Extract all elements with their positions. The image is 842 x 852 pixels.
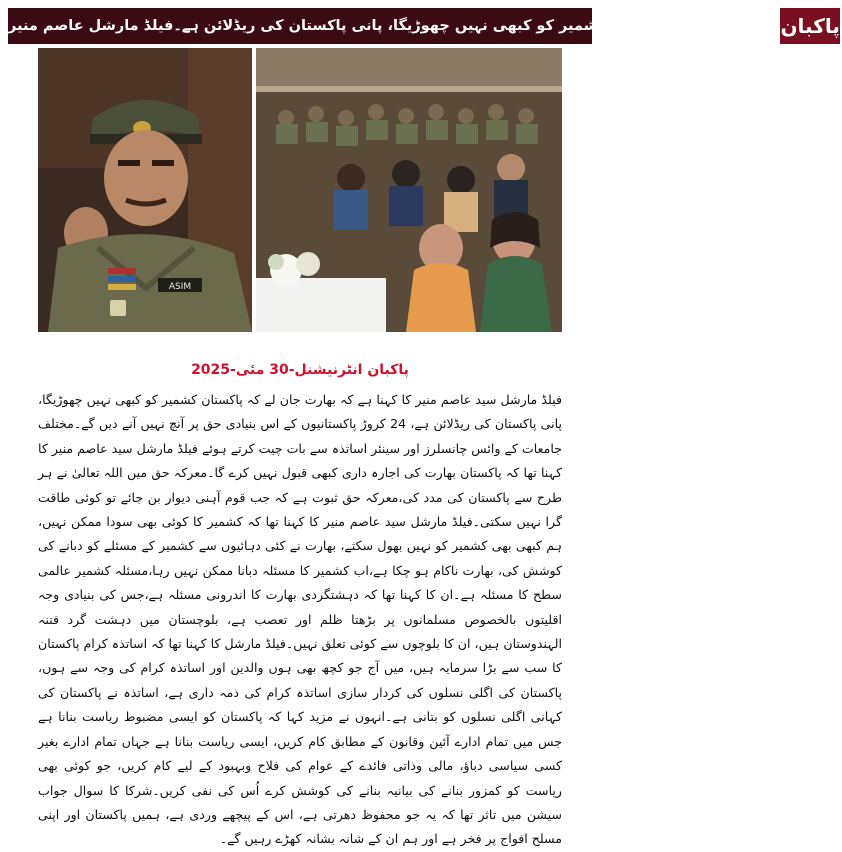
name-badge-text: ASIM [168, 282, 192, 292]
article-body: فیلڈ مارشل سید عاصم منیر کا کہنا ہے کہ بھارت جان لے کہ پاکستان کشمیر کو کبھی نہیں چھوڑیگا، پانی پاکستان کی ریڈلائن ہے، 24 کروڑ پاکستانیوں کے اس بنیادی حق پر آنچ نہیں آنے دیں گے۔مختلف جامعات کے وائس چانسلرز اور سینئر اساتذہ سے بات چیت کرتے ہوئے فیلڈ مارشل سید عاصم منیر کا کہنا تھا کہ پاکستان بھارت کی اجارہ داری کبھی قبول نہیں کرے گا۔معرکہ حق میں اللہ تعالیٰ نے ہر طرح سے پاکستان کی مدد کی،معرکہ حق ثبوت ہے کہ جب قوم آہنی دیوار بن جائے تو کوئی طاقت گرا نہیں سکتی۔فیلڈ مارشل سید عاصم منیر کا کہنا تھا کہ کشمیر کا کوئی بھی سودا ممکن نہیں، ہم کبھی بھی کشمیر کو نہیں بھول سکتے، بھارت نے کئی دہائیوں سے کشمیر کے مسئلے کو دبانے کی کوشش کی، بھارت ناکام ہو چکا ہے،اب کشمیر کا مسئلہ دبانا ممکن نہیں رہا،مسئلہ کشمیر عالمی سطح کا مسئلہ ہے۔ان کا کہنا تھا کہ دہشتگردی بھارت کا اندرونی مسئلہ ہے،جس کی بنیادی وجہ اقلیتوں بالخصوص مسلمانوں پر بڑھتا ظلم اور تعصب ہے، بلوچستان میں دہشت گرد فتنہ الہندوستان ہیں، ان کا بلوچوں سے کوئی تعلق نہیں۔فیلڈ مارشل کا کہنا تھا کہ اساتذہ کرام پاکستان کا سب سے بڑا سرمایہ ہیں، میں آج جو کچھ بھی ہوں والدین اور اساتذہ کرام کی وجہ سے ہوں، پاکستان کی اگلی نسلوں کی کردار سازی اساتذہ کرام کی ذمہ داری ہے، اساتذہ نے پاکستان کی کہانی اگلی نسلوں کو بتانی ہے۔انہوں نے مزید کہا کہ پاکستان کو ایسی مضبوط ریاست بنانا ہے جس میں تمام ادارے آئین وقانون کے مطابق کام کریں، ایسی ریاست بنانا ہے جہاں تمام ادارے بغیر کسی سیاسی دباؤ، مالی وذاتی فائدے کے عوام کی فلاح وبہبود کے لیے کام کریں، جو کوئی بھی ریاست کو کمزور بنانے کی بیانیہ بنانے کی کوشش کرے اُس کی نفی کریں۔شرکا کا سوال جواب سیشن میں تاثر تھا کہ یہ جو محفوظ دھرتی ہے، اس کے پیچھے وردی ہے، ہمیں پاکستان اور اپنی مسلح افواج پر فخر ہے اور ہم ان کے شانہ بشانہ کھڑے رہیں گے۔ [38, 392, 562, 847]
site-logo[interactable]: پاکبان [780, 8, 841, 44]
photo-collage [38, 48, 562, 332]
audience-image [256, 48, 562, 332]
speaker-photo [38, 48, 252, 332]
speaker-image [38, 48, 252, 332]
dateline: پاکبان انٹرنیشنل-30 مئی-2025 [191, 362, 409, 378]
headline: بھارت جان لے پاکستان کشمیر کو کبھی نہیں چھوڑیگا، پانی پاکستان کی ریڈلائن ہے۔فیلڈ مارشل عاصم منیر [8, 18, 771, 34]
audience-photo [256, 48, 562, 332]
header-banner [8, 8, 840, 44]
